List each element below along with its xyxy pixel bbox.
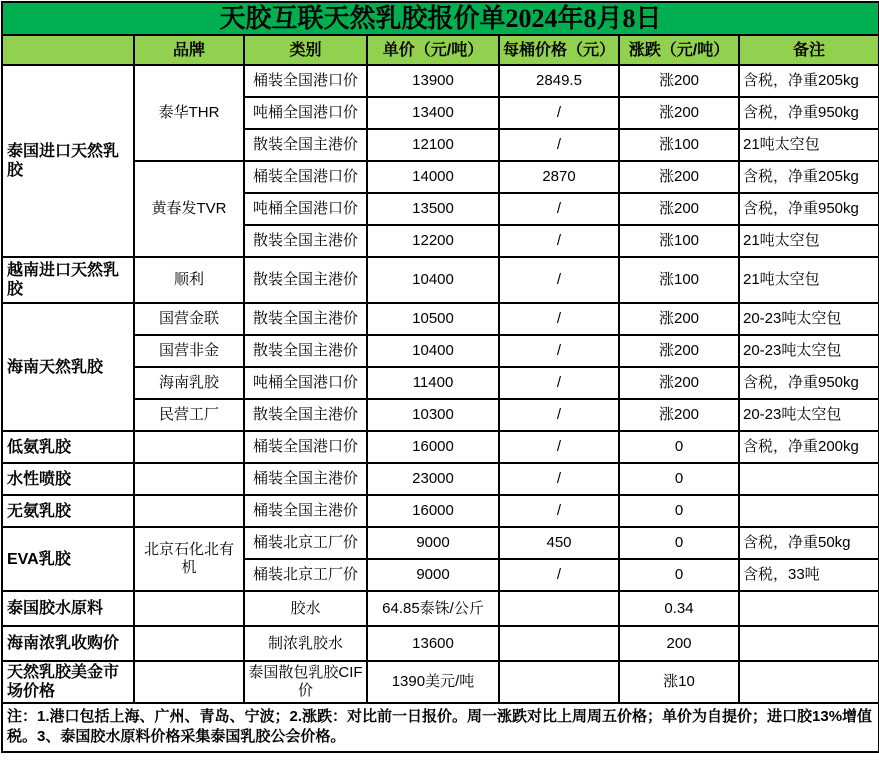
cell-change: 涨100 (619, 129, 739, 161)
cell-unit-price: 23000 (367, 463, 499, 495)
cell-remark: 20-23吨太空包 (739, 335, 879, 367)
cell-type: 散装全国主港价 (244, 129, 367, 161)
cell-type: 桶装北京工厂价 (244, 559, 367, 591)
cell-unit-price: 64.85泰铢/公斤 (367, 591, 499, 626)
cell-change: 0 (619, 527, 739, 559)
cell-type: 散装全国主港价 (244, 399, 367, 431)
header-change: 涨跌（元/吨） (619, 35, 739, 65)
cell-brand (134, 591, 244, 626)
cell-brand: 顺利 (134, 257, 244, 303)
table-row (2, 431, 879, 463)
title-row (2, 2, 879, 35)
cell-change: 0 (619, 431, 739, 463)
header-barrel-price: 每桶价格（元） (499, 35, 619, 65)
cell-barrel-price (499, 661, 619, 703)
cell-unit-price: 11400 (367, 367, 499, 399)
cell-brand: 国营非金 (134, 335, 244, 367)
header-type: 类别 (244, 35, 367, 65)
cell-barrel-price: / (499, 495, 619, 527)
cell-change: 0 (619, 463, 739, 495)
cell-barrel-price: 2849.5 (499, 65, 619, 97)
cell-type: 胶水 (244, 591, 367, 626)
table-row (2, 527, 879, 559)
cell-unit-price: 9000 (367, 527, 499, 559)
cell-remark (739, 495, 879, 527)
cell-barrel-price: 450 (499, 527, 619, 559)
cell-category: 天然乳胶美金市场价格 (2, 661, 134, 703)
cell-type: 散装全国主港价 (244, 303, 367, 335)
cell-change: 0 (619, 495, 739, 527)
cell-category: 越南进口天然乳胶 (2, 257, 134, 303)
cell-change: 涨200 (619, 193, 739, 225)
page-title: 天胶互联天然乳胶报价单2024年8月8日 (2, 2, 879, 35)
cell-category: 海南浓乳收购价 (2, 626, 134, 661)
table-row (2, 367, 879, 399)
cell-brand (134, 626, 244, 661)
cell-remark: 含税，净重950kg (739, 367, 879, 399)
cell-remark: 含税，33吨 (739, 559, 879, 591)
price-table (1, 1, 879, 753)
cell-brand: 泰华THR (134, 65, 244, 161)
footer-note: 注：1.港口包括上海、广州、青岛、宁波；2.涨跌：对比前一日报价。周一涨跌对比上周周五价格；单价为自提价；进口胶13%增值税。3、泰国胶水原料价格采集泰国乳胶公会价格。 (2, 703, 879, 752)
header-remark: 备注 (739, 35, 879, 65)
cell-category: 无氨乳胶 (2, 495, 134, 527)
cell-type: 桶装全国主港价 (244, 495, 367, 527)
header-row (2, 35, 879, 65)
cell-change: 涨100 (619, 257, 739, 303)
cell-barrel-price: / (499, 399, 619, 431)
cell-remark: 20-23吨太空包 (739, 399, 879, 431)
cell-type: 制浓乳胶水 (244, 626, 367, 661)
cell-change: 涨200 (619, 303, 739, 335)
cell-barrel-price: / (499, 303, 619, 335)
cell-remark (739, 591, 879, 626)
cell-barrel-price: / (499, 559, 619, 591)
header-brand: 品牌 (134, 35, 244, 65)
cell-unit-price: 9000 (367, 559, 499, 591)
cell-remark: 20-23吨太空包 (739, 303, 879, 335)
cell-barrel-price: / (499, 97, 619, 129)
cell-unit-price: 16000 (367, 431, 499, 463)
table-row (2, 399, 879, 431)
cell-brand: 国营金联 (134, 303, 244, 335)
table-row (2, 591, 879, 626)
cell-barrel-price: / (499, 431, 619, 463)
cell-type: 桶装全国港口价 (244, 161, 367, 193)
cell-unit-price: 14000 (367, 161, 499, 193)
cell-brand: 北京石化北有机 (134, 527, 244, 591)
table-row (2, 495, 879, 527)
cell-remark: 21吨太空包 (739, 225, 879, 257)
cell-remark: 21吨太空包 (739, 257, 879, 303)
note-row (2, 703, 879, 752)
header-category-empty (2, 35, 134, 65)
cell-barrel-price: / (499, 129, 619, 161)
cell-type: 吨桶全国港口价 (244, 367, 367, 399)
cell-barrel-price: / (499, 335, 619, 367)
cell-category: 泰国进口天然乳胶 (2, 65, 134, 257)
cell-change: 200 (619, 626, 739, 661)
cell-unit-price: 10400 (367, 257, 499, 303)
cell-change: 0.34 (619, 591, 739, 626)
cell-type: 吨桶全国港口价 (244, 193, 367, 225)
cell-unit-price: 16000 (367, 495, 499, 527)
cell-type: 散装全国主港价 (244, 335, 367, 367)
cell-barrel-price: / (499, 225, 619, 257)
cell-brand: 民营工厂 (134, 399, 244, 431)
cell-remark: 含税，净重950kg (739, 97, 879, 129)
cell-barrel-price (499, 591, 619, 626)
cell-type: 散装全国主港价 (244, 225, 367, 257)
cell-type: 桶装全国港口价 (244, 431, 367, 463)
cell-remark: 含税，净重50kg (739, 527, 879, 559)
cell-change: 涨200 (619, 335, 739, 367)
cell-unit-price: 12100 (367, 129, 499, 161)
cell-change: 涨200 (619, 65, 739, 97)
table-row (2, 161, 879, 193)
cell-change: 0 (619, 559, 739, 591)
cell-unit-price: 13500 (367, 193, 499, 225)
cell-unit-price: 10400 (367, 335, 499, 367)
cell-change: 涨200 (619, 161, 739, 193)
cell-barrel-price (499, 626, 619, 661)
cell-change: 涨200 (619, 367, 739, 399)
cell-change: 涨200 (619, 97, 739, 129)
cell-category: EVA乳胶 (2, 527, 134, 591)
cell-barrel-price: 2870 (499, 161, 619, 193)
cell-change: 涨100 (619, 225, 739, 257)
cell-unit-price: 10300 (367, 399, 499, 431)
cell-unit-price: 12200 (367, 225, 499, 257)
cell-type: 散装全国主港价 (244, 257, 367, 303)
table-row (2, 65, 879, 97)
cell-brand (134, 431, 244, 463)
cell-barrel-price: / (499, 193, 619, 225)
table-row (2, 335, 879, 367)
cell-barrel-price: / (499, 463, 619, 495)
cell-unit-price: 10500 (367, 303, 499, 335)
cell-type: 桶装北京工厂价 (244, 527, 367, 559)
cell-barrel-price: / (499, 257, 619, 303)
cell-unit-price: 13600 (367, 626, 499, 661)
table-row (2, 661, 879, 703)
cell-type: 桶装全国港口价 (244, 65, 367, 97)
cell-type: 桶装全国主港价 (244, 463, 367, 495)
table-row (2, 463, 879, 495)
cell-remark: 含税，净重205kg (739, 65, 879, 97)
table-row (2, 626, 879, 661)
cell-category: 水性喷胶 (2, 463, 134, 495)
cell-brand (134, 661, 244, 703)
cell-barrel-price: / (499, 367, 619, 399)
cell-remark (739, 463, 879, 495)
cell-brand (134, 463, 244, 495)
cell-change: 涨10 (619, 661, 739, 703)
cell-remark (739, 626, 879, 661)
cell-unit-price: 13400 (367, 97, 499, 129)
cell-brand: 海南乳胶 (134, 367, 244, 399)
cell-brand (134, 495, 244, 527)
cell-category: 泰国胶水原料 (2, 591, 134, 626)
table-row (2, 303, 879, 335)
header-unit-price: 单价（元/吨） (367, 35, 499, 65)
cell-unit-price: 1390美元/吨 (367, 661, 499, 703)
cell-category: 海南天然乳胶 (2, 303, 134, 431)
cell-remark: 21吨太空包 (739, 129, 879, 161)
cell-remark: 含税，净重205kg (739, 161, 879, 193)
cell-brand: 黄春发TVR (134, 161, 244, 257)
cell-unit-price: 13900 (367, 65, 499, 97)
cell-type: 吨桶全国港口价 (244, 97, 367, 129)
cell-category: 低氨乳胶 (2, 431, 134, 463)
table-row (2, 257, 879, 303)
cell-change: 涨200 (619, 399, 739, 431)
cell-remark: 含税，净重950kg (739, 193, 879, 225)
cell-remark (739, 661, 879, 703)
cell-remark: 含税，净重200kg (739, 431, 879, 463)
cell-type: 泰国散包乳胶CIF价 (244, 661, 367, 703)
